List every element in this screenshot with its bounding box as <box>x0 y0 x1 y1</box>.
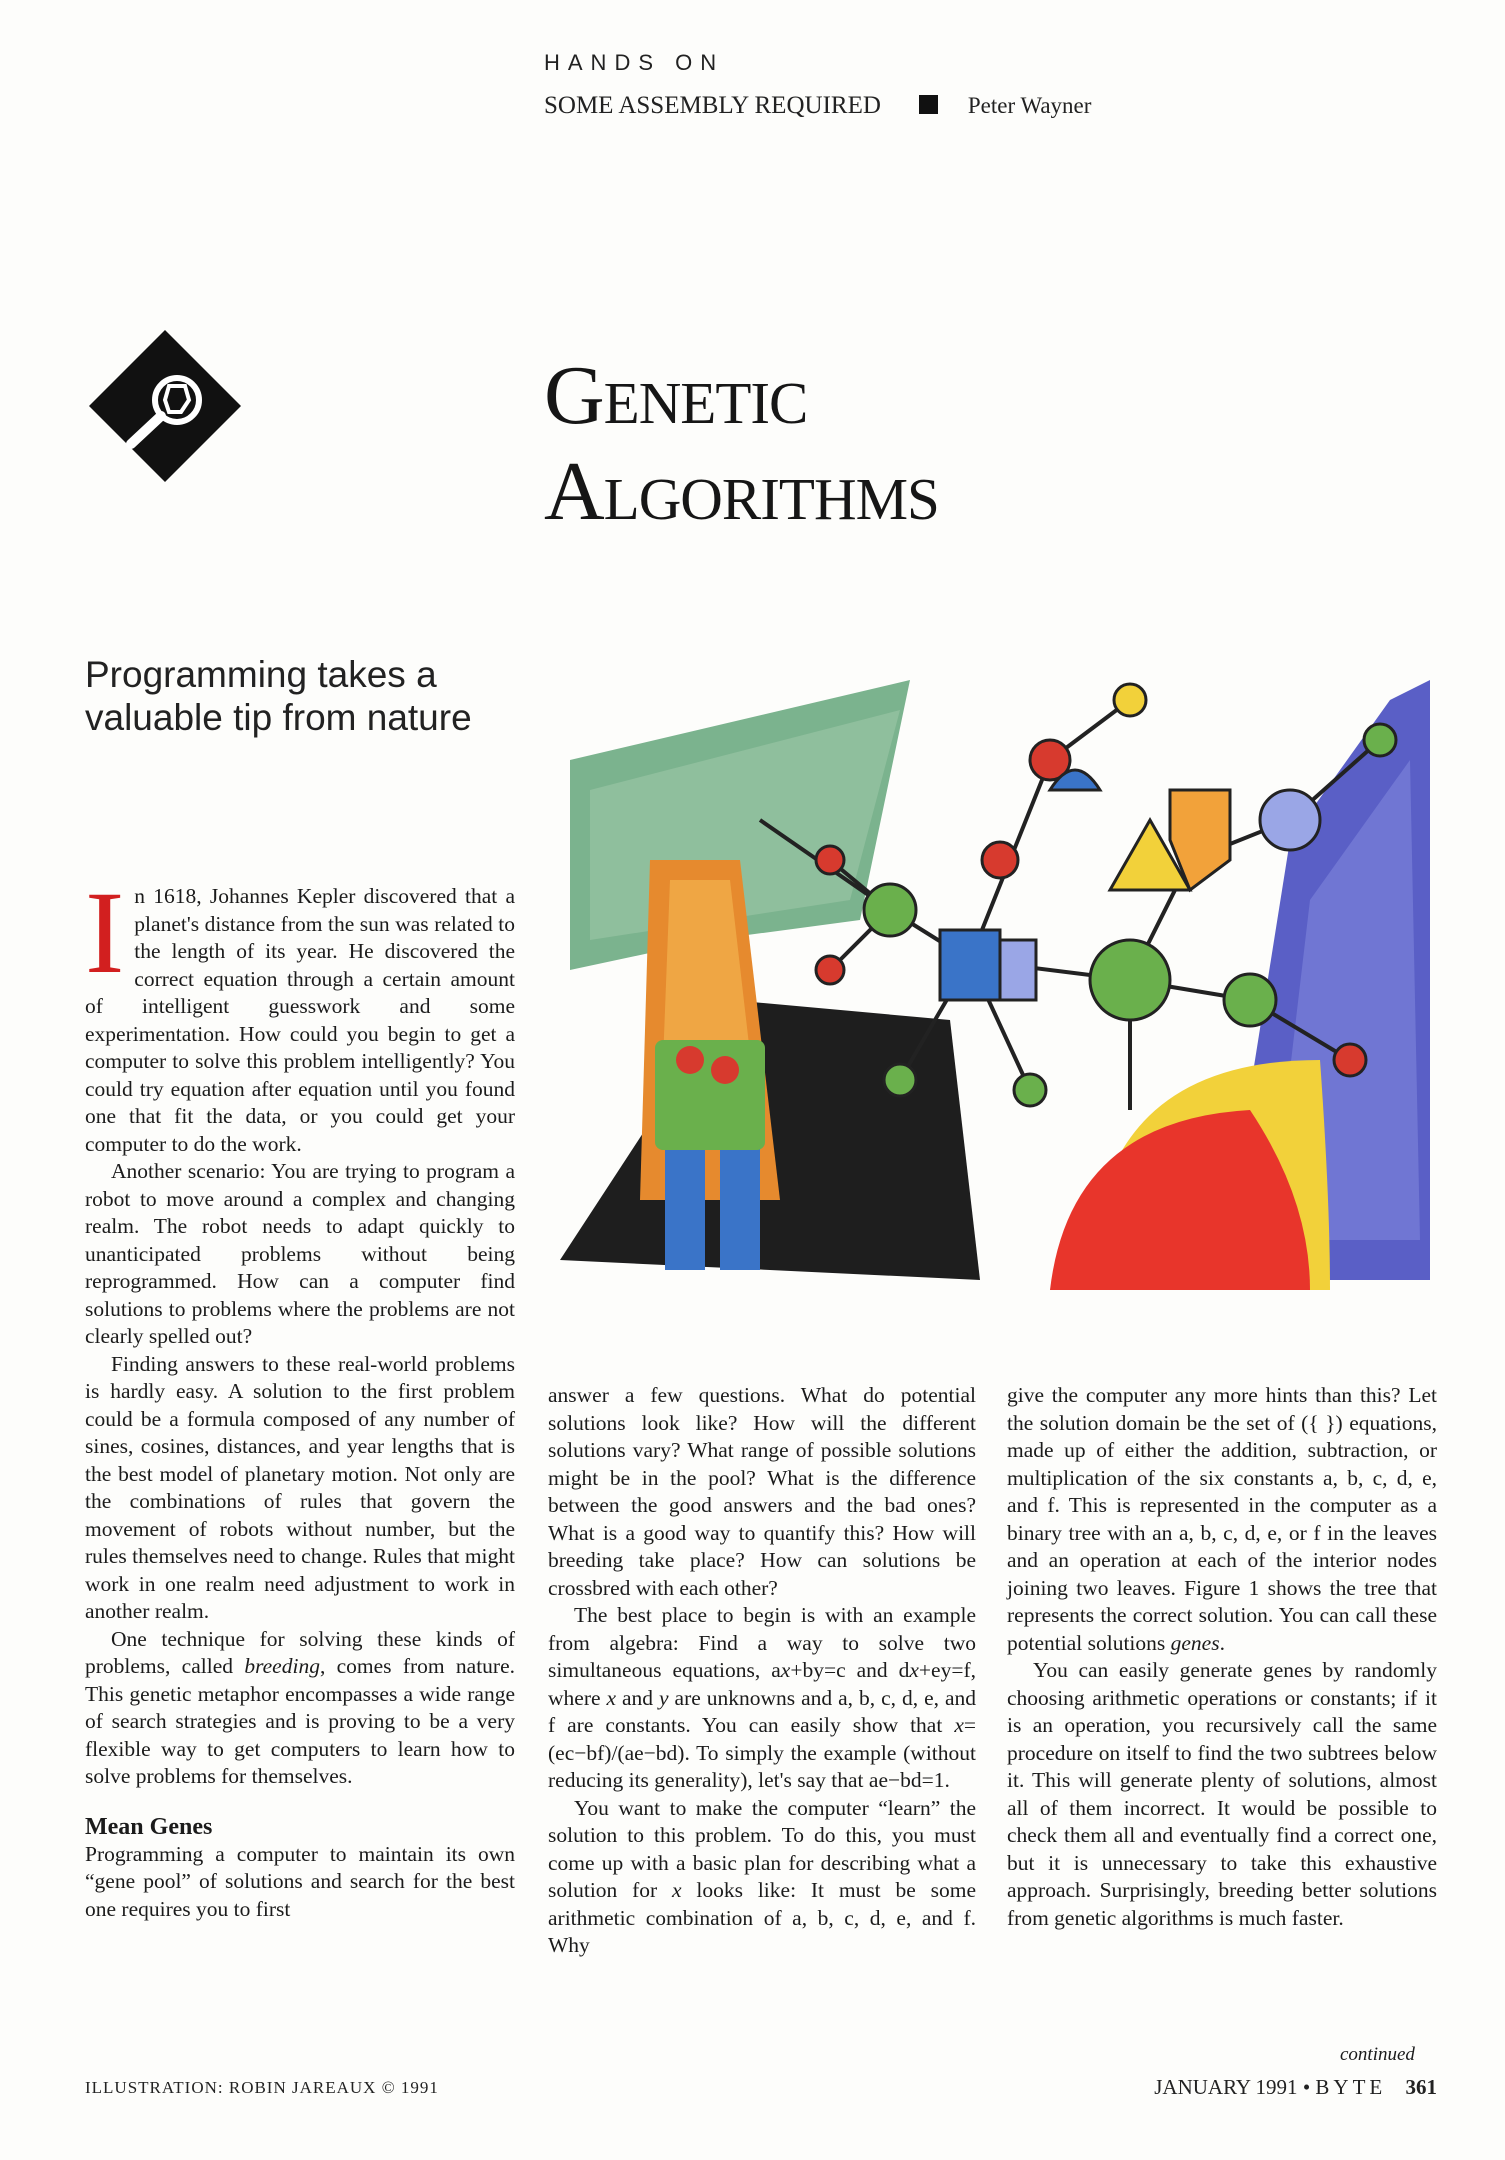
title-line-1: Genetic <box>544 349 808 442</box>
page-footer <box>1154 2075 1437 2100</box>
body-column-1 <box>85 867 516 1923</box>
body-paragraph: Another scenario: You are trying to program a robot to move around a complex and changing realm. The robot needs to adapt quickly to unanticipated problems without being reprogrammed. How can a computer find solutions to problems where the problems are not clearly spelled out? <box>85 1159 515 1348</box>
author-name: Peter Wayner <box>967 93 1092 118</box>
article-title <box>544 348 939 540</box>
section-subhead: Mean Genes <box>85 1813 213 1840</box>
column-header <box>544 92 1091 120</box>
column-name: SOME ASSEMBLY REQUIRED <box>544 92 881 119</box>
illustration-credit: ILLUSTRATION: ROBIN JAREAUX © 1991 <box>85 2078 439 2097</box>
wrench-in-diamond-icon <box>85 326 245 486</box>
body-paragraph: In 1618, Johannes Kepler discovered that a planet's distance from the sun was related to the length of its year. He discovered the correct equation through a certain amount of intelligent guesswork and some experimentation. How could you begin to get a computer to solve this problem intelligently? You could try equation after equation until you found one that fit the data, or you could get your computer to do the work. <box>85 867 515 1156</box>
body-paragraph: You can easily generate genes by randomly choosing arithmetic operations or constants; if it is an operation, you recursively call the same procedure on itself to find the two subtrees below it. This will generate plenty of solutions, almost all of them incorrect. It would be possible to check them all and eventually find a correct one, but it is unnecessary to take this exhaustive approach. Surprisingly, breeding better solutions from genetic algorithms is much faster. <box>1007 1658 1437 1930</box>
continued-label: continued <box>1340 2044 1415 2065</box>
article-deck: Programming takes a valuable tip from nature <box>85 654 472 738</box>
footer-separator: • <box>1302 2075 1311 2099</box>
section-label: HANDS ON <box>544 50 725 75</box>
drop-cap: I <box>85 867 125 998</box>
colorful-molecules-illustration <box>530 640 1450 1320</box>
body-paragraph: give the computer any more hints than this? Let the solution domain be the set of ({ }) equations, made up of either the addition, subtraction, or multiplication of the six constants a, b, c, d, e, and f. This is represented in the computer as a binary tree with an a, b, c, d, e, or f in the leaves and an operation at each of the interior nodes joining two leaves. Figure 1 shows the tree that represents the correct solution. You can call these potential solutions genes. <box>1007 1383 1437 1655</box>
body-paragraph: answer a few questions. What do potential solutions look like? How will the different solutions vary? What range of possible solutions might be in the pool? What is the difference between the good answers and the bad ones? What is a good way to quantify this? How will breeding take place? How can solutions be crossbred with each other? <box>548 1383 976 1600</box>
body-column-2 <box>548 1382 976 1960</box>
body-column-3 <box>1007 1382 1437 1932</box>
body-paragraph: The best place to begin is with an example from algebra: Find a way to solve two simultaneous equations, ax+by=c and dx+ey=f, where x and y are unknowns and a, b, c, d, e, and f are constants. You can easily show that x= (ec−bf)/(ae−bd). To simply the example (without reducing its generality), let's say that ae−bd=1. <box>548 1603 977 1792</box>
magazine-name: BYTE <box>1315 2075 1387 2099</box>
page-number: 361 <box>1405 2075 1437 2099</box>
body-paragraph: You want to make the computer “learn” the solution to this problem. To do this, you must come up with a basic plan for describing what a solution for x looks like: It must be some arithmetic combination of a, b, c, d, e, and f. Why <box>548 1795 976 1957</box>
body-paragraph: Finding answers to these real-world problems is hardly easy. A solution to the first problem could be a formula composed of any number of sines, cosines, distances, and year lengths that is the best model of planetary motion. Not only are the combinations of rules that govern the movement of robots without number, but the rules themselves need to change. Rules that might work in one realm need adjustment to work in another realm. <box>85 1351 515 1623</box>
title-line-2: Algorithms <box>544 445 939 538</box>
issue-date: JANUARY 1991 <box>1154 2075 1298 2099</box>
square-bullet-icon <box>919 95 938 114</box>
body-paragraph: Programming a computer to maintain its own “gene pool” of solutions and search for the best one requires you to first <box>85 1841 515 1921</box>
body-paragraph: One technique for solving these kinds of problems, called breeding, comes from nature. This genetic metaphor encompasses a wide range of search strategies and is proving to be a very flexible way to get computers to learn how to solve problems for themselves. <box>85 1626 516 1788</box>
